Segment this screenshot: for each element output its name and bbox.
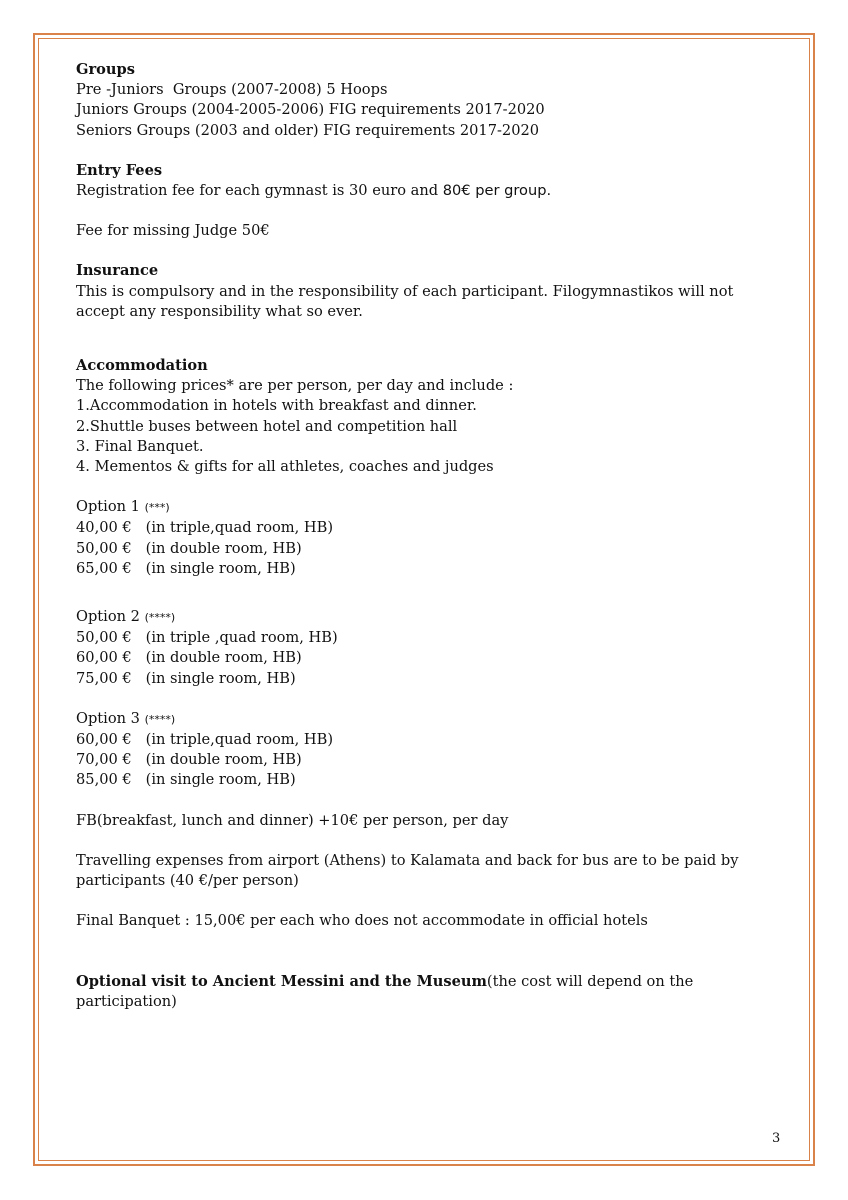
optional-visit-detail: (the cost will depend on the participation): [76, 972, 694, 1010]
group-fee: 80€ per group.: [442, 182, 552, 200]
room-type: (in triple ,quad room, HB): [145, 629, 338, 647]
room-type: (in single room, HB): [145, 771, 296, 789]
room-type: (in triple,quad room, HB): [145, 519, 334, 537]
room-type: (in double room, HB): [145, 649, 302, 667]
registration-fee-prefix: Registration fee for each gymnast is 30 euro and: [76, 182, 443, 200]
insurance-section: [76, 261, 776, 322]
option-label: Option 3: [76, 709, 140, 727]
price-row: [76, 518, 776, 538]
price-row: [76, 730, 776, 750]
price: 65,00 €: [76, 559, 132, 577]
price-row: [76, 628, 776, 648]
accommodation-heading: Accommodation: [76, 357, 208, 375]
accommodation-item: 2.Shuttle buses between hotel and competition hall: [76, 417, 458, 435]
optional-visit-section: [76, 972, 776, 1012]
option-1-title: [76, 497, 776, 518]
option-label: Option 2: [76, 608, 140, 626]
judge-fee-text: Fee for missing Judge 50€: [76, 222, 270, 240]
groups-section: [76, 60, 776, 141]
full-board-note: FB(breakfast, lunch and dinner) +10€ per person, per day: [76, 811, 509, 829]
price-row: [76, 770, 776, 790]
entry-fees-heading: Entry Fees: [76, 161, 163, 179]
document-body: [76, 60, 776, 1012]
price: 75,00 €: [76, 669, 132, 687]
groups-line: Pre -Juniors Groups (2007-2008) 5 Hoops: [76, 81, 388, 99]
price: 50,00 €: [76, 629, 132, 647]
price-row: [76, 669, 776, 689]
accommodation-section: [76, 356, 776, 931]
optional-visit-title: Optional visit to Ancient Messini and the Museum: [76, 972, 487, 990]
price: 50,00 €: [76, 539, 132, 557]
entry-fees-section: [76, 161, 776, 242]
groups-line: Juniors Groups (2004-2005-2006) FIG requirements 2017-2020: [76, 101, 545, 119]
option-3-block: [76, 709, 776, 791]
price: 60,00 €: [76, 731, 132, 749]
price: 70,00 €: [76, 751, 132, 769]
optional-visit-text: [76, 972, 776, 1012]
price-row: [76, 539, 776, 559]
option-2-title: [76, 607, 776, 628]
price-row: [76, 648, 776, 668]
groups-line: Seniors Groups (2003 and older) FIG requirements 2017-2020: [76, 121, 540, 139]
room-type: (in single room, HB): [145, 669, 296, 687]
price: 85,00 €: [76, 771, 132, 789]
accommodation-item: 3. Final Banquet.: [76, 437, 204, 455]
room-type: (in triple,quad room, HB): [145, 731, 334, 749]
registration-fee-text: [76, 181, 776, 201]
star-rating: (****): [144, 712, 176, 726]
price: 40,00 €: [76, 519, 132, 537]
groups-heading: Groups: [76, 61, 135, 78]
room-type: (in single room, HB): [145, 559, 296, 577]
star-rating: (***): [144, 501, 170, 515]
room-type: (in double room, HB): [145, 751, 302, 769]
option-2-block: [76, 607, 776, 689]
room-type: (in double room, HB): [145, 539, 302, 557]
price-row: [76, 559, 776, 579]
option-3-title: [76, 709, 776, 730]
option-1-block: [76, 497, 776, 579]
option-label: Option 1: [76, 498, 140, 516]
travel-expenses-note: Travelling expenses from airport (Athens) to Kalamata and back for bus are to be paid by participants (40 €/per person): [76, 851, 739, 890]
insurance-heading: Insurance: [76, 262, 159, 280]
accommodation-item: 1.Accommodation in hotels with breakfast and dinner.: [76, 397, 477, 415]
star-rating: (****): [144, 611, 176, 625]
price: 60,00 €: [76, 649, 132, 667]
banquet-note: Final Banquet : 15,00€ per each who does not accommodate in official hotels: [76, 912, 648, 930]
page-number: 3: [772, 1131, 781, 1146]
price-row: [76, 750, 776, 770]
accommodation-intro: The following prices* are per person, per day and include :: [76, 377, 514, 395]
accommodation-item: 4. Mementos & gifts for all athletes, coaches and judges: [76, 458, 494, 476]
insurance-text: This is compulsory and in the responsibility of each participant. Filogymnastikos will not accept any responsibility what so ever.: [76, 282, 734, 320]
